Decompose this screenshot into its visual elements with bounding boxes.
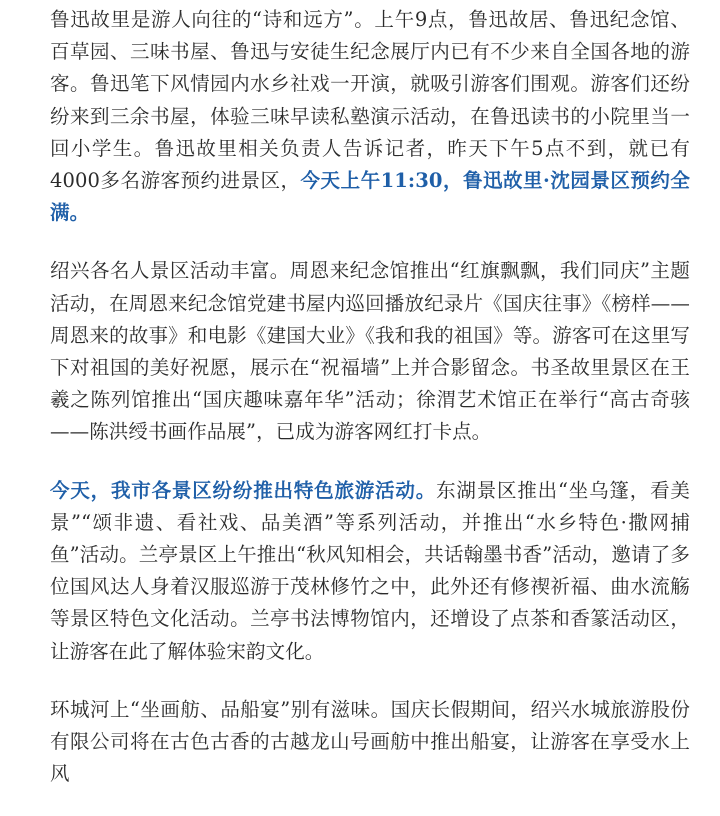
- paragraph-4: [50, 694, 690, 791]
- article-body: [50, 4, 690, 816]
- paragraph-4-text: 环城河上“坐画舫、品船宴”别有滋味。国庆长假期间，绍兴水城旅游股份有限公司将在古色古香的古越龙山号画舫中推出船宴，让游客在享受水上风: [50, 697, 690, 786]
- paragraph-1-highlight: 今天上午11:30，鲁迅故里·沈园景区预约全满。: [50, 169, 690, 225]
- paragraph-3: [50, 475, 690, 668]
- paragraph-2-text: 绍兴各名人景区活动丰富。周恩来纪念馆推出“红旗飘飘，我们同庆”主题活动，在周恩来纪念馆党建书屋内巡回播放纪录片《国庆往事》《榜样——周恩来的故事》和电影《建国大业》《我和我的祖国》等。游客可在这里写下对祖国的美好祝愿，展示在“祝福墙”上并合影留念。书圣故里景区在王羲之陈列馆推出“国庆趣味嘉年华”活动；徐渭艺术馆正在举行“高古奇骇——陈洪绶书画作品展”，已成为游客网红打卡点。: [50, 259, 690, 444]
- paragraph-3-highlight: 今天，我市各景区纷纷推出特色旅游活动。: [50, 478, 437, 502]
- paragraph-3-text: 东湖景区推出“坐乌篷，看美景”“颂非遗、看社戏、品美酒”等系列活动，并推出“水乡特色·撒网捕鱼”活动。兰亭景区上午推出“秋风知相会，共话翰墨书香”活动，邀请了多位国风达人身着汉服巡游于茂林修竹之中，此外还有修禊祈福、曲水流觞等景区特色文化活动。兰亭书法博物馆内，还增设了点茶和香篆活动区，让游客在此了解体验宋韵文化。: [50, 478, 690, 663]
- paragraph-2: [50, 255, 690, 448]
- paragraph-1: [50, 4, 690, 229]
- paragraph-1-text: 鲁迅故里是游人向往的“诗和远方”。上午9点，鲁迅故居、鲁迅纪念馆、百草园、三味书屋、鲁迅与安徒生纪念展厅内已有不少来自全国各地的游客。鲁迅笔下风情园内水乡社戏一开演，就吸引游客们围观。游客们还纷纷来到三余书屋，体验三味早读私塾演示活动，在鲁迅读书的小院里当一回小学生。鲁迅故里相关负责人告诉记者，昨天下午5点不到，就已有4000多名游客预约进景区，: [50, 8, 690, 193]
